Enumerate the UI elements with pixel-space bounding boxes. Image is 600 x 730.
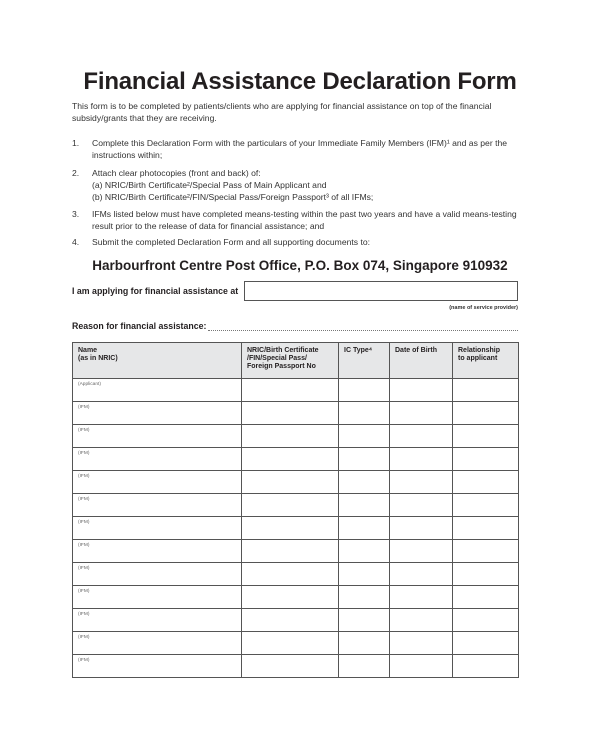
table-row	[73, 632, 519, 655]
ic-type-cell[interactable]	[339, 609, 390, 632]
relationship-cell[interactable]	[453, 425, 519, 448]
ic-type-cell[interactable]	[339, 540, 390, 563]
id-number-cell[interactable]	[242, 448, 339, 471]
table-row	[73, 402, 519, 425]
table-row	[73, 563, 519, 586]
id-number-cell[interactable]	[242, 655, 339, 678]
relationship-cell[interactable]	[453, 586, 519, 609]
date-of-birth-cell[interactable]	[390, 609, 453, 632]
name-cell[interactable]	[73, 563, 242, 586]
relationship-cell[interactable]	[453, 632, 519, 655]
date-of-birth-cell[interactable]	[390, 402, 453, 425]
instruction-number: 3.	[72, 209, 80, 219]
row-role-label: (IFM)	[78, 566, 90, 571]
header-ic-type: IC Type⁴	[339, 343, 390, 379]
ic-type-cell[interactable]	[339, 632, 390, 655]
name-cell[interactable]	[73, 609, 242, 632]
ic-type-cell[interactable]	[339, 402, 390, 425]
row-role-label: (IFM)	[78, 474, 90, 479]
id-number-cell[interactable]	[242, 494, 339, 517]
date-of-birth-cell[interactable]	[390, 517, 453, 540]
instruction-line: result prior to the release of data for financial assistance; and	[92, 221, 325, 231]
instruction-number: 1.	[72, 138, 80, 148]
family-members-table	[72, 342, 519, 678]
instruction-line: Complete this Declaration Form with the particulars of your Immediate Family Members (IFM)¹ and as per the	[92, 138, 508, 148]
table-row	[73, 379, 519, 402]
table-row	[73, 471, 519, 494]
name-cell[interactable]	[73, 448, 242, 471]
date-of-birth-cell[interactable]	[390, 471, 453, 494]
apply-label: I am applying for financial assistance at	[72, 286, 239, 296]
table-row	[73, 655, 519, 678]
header-id-number: NRIC/Birth Certificate /FIN/Special Pass/ Foreign Passport No	[242, 343, 339, 379]
name-cell[interactable]	[73, 632, 242, 655]
relationship-cell[interactable]	[453, 655, 519, 678]
name-cell[interactable]	[73, 402, 242, 425]
table-row	[73, 609, 519, 632]
row-role-label: (IFM)	[78, 658, 90, 663]
header-relationship: Relationship to applicant	[453, 343, 519, 379]
ic-type-cell[interactable]	[339, 471, 390, 494]
date-of-birth-cell[interactable]	[390, 586, 453, 609]
date-of-birth-cell[interactable]	[390, 425, 453, 448]
relationship-cell[interactable]	[453, 609, 519, 632]
date-of-birth-cell[interactable]	[390, 379, 453, 402]
id-number-cell[interactable]	[242, 540, 339, 563]
relationship-cell[interactable]	[453, 379, 519, 402]
id-number-cell[interactable]	[242, 563, 339, 586]
date-of-birth-cell[interactable]	[390, 632, 453, 655]
intro-line: This form is to be completed by patients/clients who are applying for financial assistance on top of the financial	[72, 101, 492, 111]
instruction-line: (b) NRIC/Birth Certificate²/FIN/Special Pass/Foreign Passport³ of all IFMs;	[92, 192, 374, 202]
id-number-cell[interactable]	[242, 586, 339, 609]
table-header-row	[73, 343, 519, 379]
date-of-birth-cell[interactable]	[390, 448, 453, 471]
instruction-line: IFMs listed below must have completed means-testing within the past two years and have a valid means-testing	[92, 209, 517, 219]
row-role-label: (IFM)	[78, 451, 90, 456]
id-number-cell[interactable]	[242, 609, 339, 632]
id-number-cell[interactable]	[242, 379, 339, 402]
intro-line: subsidy/grants that they are receiving.	[72, 113, 217, 123]
id-number-cell[interactable]	[242, 632, 339, 655]
relationship-cell[interactable]	[453, 471, 519, 494]
name-cell[interactable]	[73, 586, 242, 609]
id-number-cell[interactable]	[242, 471, 339, 494]
table-row	[73, 448, 519, 471]
name-cell[interactable]	[73, 517, 242, 540]
row-role-label: (Applicant)	[78, 382, 101, 387]
instruction-line: (a) NRIC/Birth Certificate²/Special Pass of Main Applicant and	[92, 180, 327, 190]
row-role-label: (IFM)	[78, 405, 90, 410]
ic-type-cell[interactable]	[339, 517, 390, 540]
ic-type-cell[interactable]	[339, 425, 390, 448]
table-row	[73, 517, 519, 540]
ic-type-cell[interactable]	[339, 563, 390, 586]
row-role-label: (IFM)	[78, 543, 90, 548]
row-role-label: (IFM)	[78, 589, 90, 594]
mailing-address: Harbourfront Centre Post Office, P.O. Box 074, Singapore 910932	[92, 258, 508, 273]
ic-type-cell[interactable]	[339, 379, 390, 402]
id-number-cell[interactable]	[242, 517, 339, 540]
relationship-cell[interactable]	[453, 494, 519, 517]
ic-type-cell[interactable]	[339, 586, 390, 609]
row-role-label: (IFM)	[78, 428, 90, 433]
header-date-of-birth: Date of Birth	[390, 343, 453, 379]
instruction-number: 4.	[72, 237, 80, 247]
reason-field[interactable]	[208, 330, 518, 331]
table-row	[73, 425, 519, 448]
relationship-cell[interactable]	[453, 540, 519, 563]
row-role-label: (IFM)	[78, 497, 90, 502]
table-row	[73, 586, 519, 609]
service-provider-field[interactable]	[244, 281, 518, 301]
date-of-birth-cell[interactable]	[390, 655, 453, 678]
name-cell[interactable]	[73, 471, 242, 494]
date-of-birth-cell[interactable]	[390, 494, 453, 517]
ic-type-cell[interactable]	[339, 448, 390, 471]
table-row	[73, 540, 519, 563]
reason-label: Reason for financial assistance:	[72, 321, 207, 331]
intro-text	[72, 100, 522, 124]
instruction-line: Submit the completed Declaration Form and all supporting documents to:	[92, 237, 371, 247]
relationship-cell[interactable]	[453, 563, 519, 586]
instruction-line: Attach clear photocopies (front and back) of:	[92, 168, 261, 178]
date-of-birth-cell[interactable]	[390, 563, 453, 586]
name-cell[interactable]	[73, 494, 242, 517]
name-cell[interactable]	[73, 540, 242, 563]
row-role-label: (IFM)	[78, 635, 90, 640]
id-number-cell[interactable]	[242, 402, 339, 425]
row-role-label: (IFM)	[78, 612, 90, 617]
page-title: Financial Assistance Declaration Form	[83, 68, 517, 95]
table-row	[73, 494, 519, 517]
id-number-cell[interactable]	[242, 425, 339, 448]
relationship-cell[interactable]	[453, 448, 519, 471]
date-of-birth-cell[interactable]	[390, 540, 453, 563]
instruction-number: 2.	[72, 168, 80, 178]
name-cell[interactable]	[73, 379, 242, 402]
ic-type-cell[interactable]	[339, 655, 390, 678]
ic-type-cell[interactable]	[339, 494, 390, 517]
header-name: Name (as in NRIC)	[73, 343, 242, 379]
service-provider-caption: (name of service provider)	[449, 305, 518, 311]
relationship-cell[interactable]	[453, 402, 519, 425]
instruction-line: instructions within;	[92, 150, 163, 160]
relationship-cell[interactable]	[453, 517, 519, 540]
row-role-label: (IFM)	[78, 520, 90, 525]
name-cell[interactable]	[73, 655, 242, 678]
name-cell[interactable]	[73, 425, 242, 448]
